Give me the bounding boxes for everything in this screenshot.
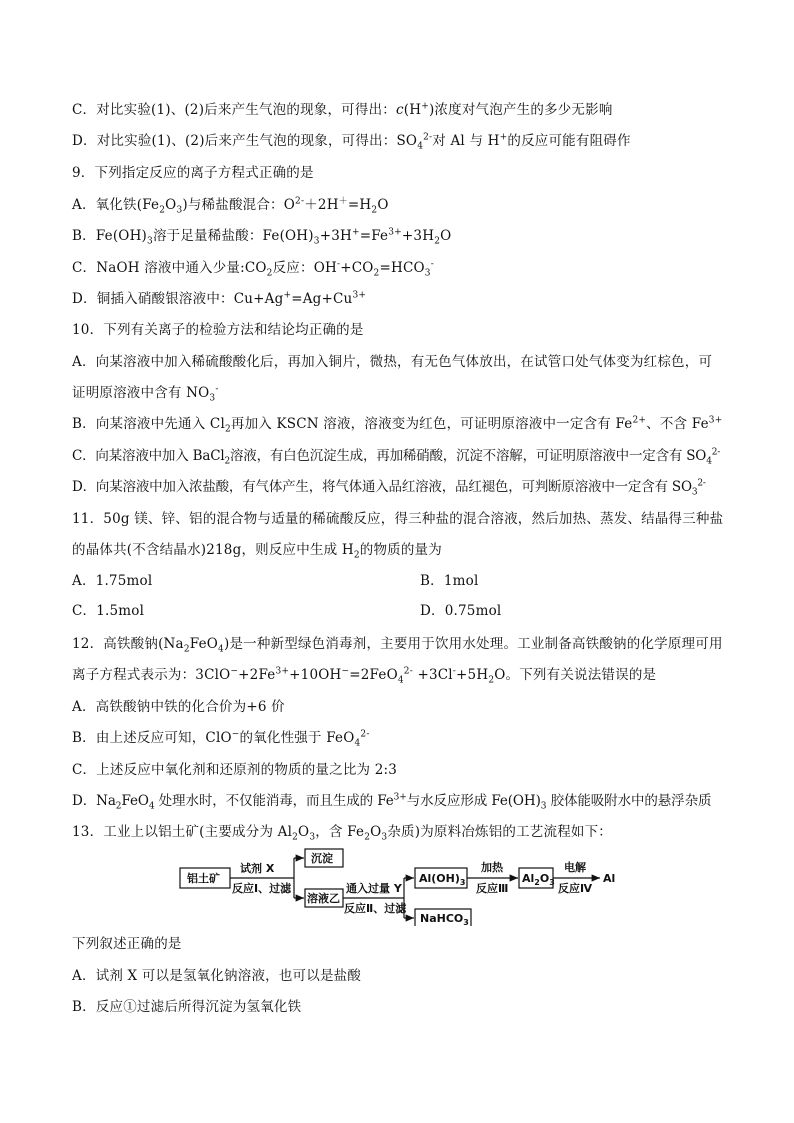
solution-label: 溶液乙 (307, 892, 340, 905)
q12-stem-line2: 离子方程式表示为：$3ClO^-+2Fe^{3+}+10OH^-=2FeO_4^{2-} +3Cl^-+5H_2O$。下列有关说法错误的是 (72, 666, 657, 686)
aloh3-label: $Al(OH)_3$ (419, 872, 466, 887)
q9-stem: 9．下列指定反应的离子方程式正确的是 (72, 165, 314, 181)
q10-option-b: B．向某溶液中先通入 $Cl_2$再加入 KSCN 溶液，溶液变为红色，可证明原溶液中一定含有 $Fe^{2+}$、不含 $Fe^{3+}$ (72, 415, 723, 435)
nahco3-label: NaHCO$_3$ (420, 912, 469, 926)
q9-option-d: D．铜插入硝酸银溶液中：$Cu+Ag^+=Ag+Cu^{3+}$ (72, 290, 367, 307)
q10-option-c: C．向某溶液中加入 BaCl$_2$溶液，有白色沉淀生成，再加稀硝酸，沉淀不溶解，可证明原溶液中一定含有 $SO_4^{2-}$ (72, 447, 721, 467)
q12-stem-line1: 12．高铁酸钠$(Na_2FeO_4)$是一种新型绿色消毒剂，主要用于饮用水处理。工业制备高铁酸钠的化学原理可用 (72, 636, 723, 655)
q9-option-b: B．$Fe(OH)_3$溶于足量稀盐酸：$Fe(OH)_3+3H^+=Fe^{3+}+3H_2O$ (72, 227, 452, 247)
heat-label: 加热 (481, 861, 503, 874)
reaction2-label: 反应Ⅱ、过滤 (344, 902, 407, 915)
q12-option-a: A．高铁酸钠中铁的化合价为+6 价 (72, 699, 285, 715)
q11-option-a: A．1.75mol (72, 573, 153, 589)
q8-option-d: D．对比实验(1)、(2)后来产生气泡的现象，可得出：$SO_4^{2-}$对 Al 与 H+的反应可能有阻碍作 (72, 132, 631, 152)
q10-option-a-line1: A．向某溶液中加入稀硫酸酸化后，再加入铜片，微热，有无色气体放出，在试管口处气体变为红棕色，可 (72, 354, 713, 370)
q9-option-a: A．氧化铁$(Fe_2O_3)$与稀盐酸混合：$O^{2-}+2H^+=H_2O$ (72, 196, 389, 216)
q12-option-d: D．$Na_2FeO_4$ 处理水时，不仅能消毒，而且生成的 $Fe^{3+}$与水反应形成 $Fe(OH)_3$ 胶体能吸附水中的悬浮杂质 (72, 792, 712, 812)
reaction3-label: 反应Ⅲ (476, 882, 509, 895)
q11-option-b: B．1mol (420, 573, 479, 589)
q11-stem-line2: 的晶体共(不含结晶水)218g，则反应中生成 $H_2$的物质的量为 (72, 542, 442, 561)
electrolysis-label: 电解 (564, 861, 586, 874)
q9-option-c: C．NaOH 溶液中通入少量$:CO_2$反应：$OH^-+CO_2=HCO_3^-$ (72, 259, 434, 279)
q11-options-row2 (72, 601, 502, 621)
q12-option-c: C．上述反应中氧化剂和还原剂的物质的量之比为 2:3 (72, 762, 398, 778)
q13-stem-line2: 下列叙述正确的是 (72, 936, 182, 952)
q10-stem: 10．下列有关离子的检验方法和结论均正确的是 (72, 322, 364, 338)
q10-option-a-line2: 证明原溶液中含有 $NO_3^-$ (72, 384, 219, 404)
q12-option-b: B．由上述反应可知，ClO−的氧化性强于 FeO$_4^{2-}$ (72, 729, 370, 749)
reaction1-label: 反应Ⅰ、过滤 (232, 882, 292, 895)
q11-stem-line1: 11．50g 镁、锌、铝的混合物与适量的稀硫酸反应，得三种盐的混合溶液，然后加热、蒸发、结晶得三种盐 (72, 511, 724, 527)
q11-option-c: C．1.5mol (72, 603, 145, 619)
pass-y-label: 通入过量 Y (346, 882, 402, 895)
q13-stem-line1: 13．工业上以铝土矿(主要成分为 $Al_2O_3$，含 $Fe_2O_3$杂质)为原料冶炼铝的工艺流程如下： (72, 824, 613, 843)
q8-option-c: C．对比实验(1)、(2)后来产生气泡的现象，可得出：c(H+)浓度对气泡产生的多少无影响 (72, 101, 613, 118)
process-flow-diagram (176, 846, 626, 926)
al-product-label: Al (603, 872, 616, 885)
q11-option-d: D．0.75mol (420, 603, 502, 619)
reaction4-label: 反应Ⅳ (558, 882, 593, 895)
ore-label: 铝土矿 (187, 872, 220, 885)
q13-option-b: B．反应①过滤后所得沉淀为氢氧化铁 (72, 999, 302, 1015)
q11-options-row1 (72, 571, 479, 591)
q13-option-a: A．试剂 X 可以是氢氧化钠溶液，也可以是盐酸 (72, 968, 362, 984)
q10-option-d: D．向某溶液中加入浓盐酸，有气体产生，将气体通入品红溶液，品红褪色，可判断原溶液中一定含有 $SO_3^{2-}$ (72, 478, 706, 498)
reagent-x-label: 试剂 X (240, 862, 275, 875)
precipitate-label: 沉淀 (311, 852, 333, 865)
al2o3-label: $Al_2O_3$ (522, 872, 555, 887)
